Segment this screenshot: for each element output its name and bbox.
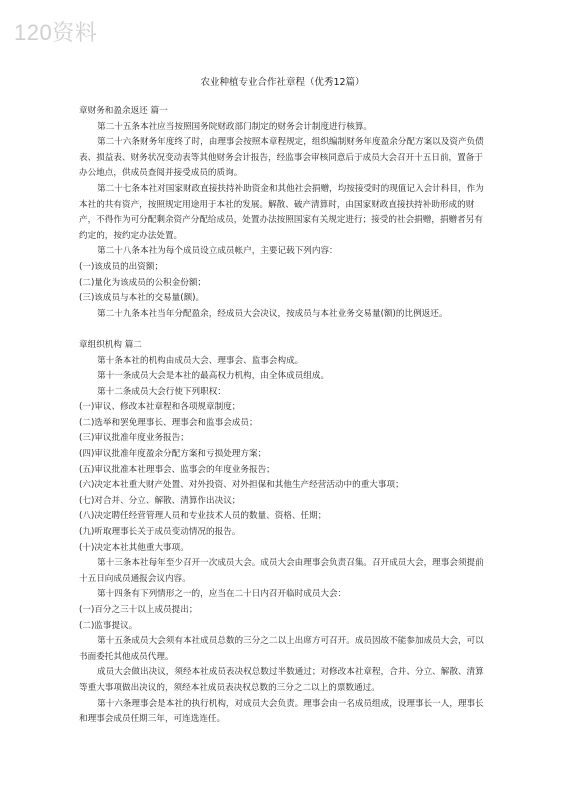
- section-heading: 章财务和盈余返还 篇一: [79, 106, 168, 116]
- section-organization: [79, 338, 489, 728]
- document-title: 农业种植专业合作社章程（优秀12篇）: [200, 77, 365, 88]
- paragraph: 第十六条理事会是本社的执行机构，对成员大会负责。理事会由一名成员组成，设理事长一人，理事长和理事会成员任期三年，可连选连任。: [79, 698, 484, 725]
- list-item: (三)该成员与本社的交易量(额)。: [79, 293, 205, 304]
- paragraph: 第二十九条本社当年分配盈余，经成员大会决议，按成员与本社业务交易量(额)的比例返还。: [97, 308, 448, 319]
- list-item: (一)审议、修改本社章程和各项规章制度；: [79, 402, 241, 413]
- paragraph: 第二十八条本社为每个成员设立成员帐户，主要记载下列内容：: [97, 246, 338, 257]
- list-item: (一)百分之三十以上成员提出；: [79, 605, 198, 615]
- paragraph: 成员大会做出决议，须经本社成员表决权总数过半数通过；对修改本社章程，合并、分立、解散、清算等重大事项做出决议的，须经本社成员表决权总数的三分之二以上的票数通过。: [79, 667, 484, 693]
- paragraph: 第十四条有下列情形之一的，应当在二十日内召开临时成员大会：: [97, 589, 347, 600]
- watermark-logo: 120资料: [14, 20, 98, 45]
- list-item: (九)听取理事长关于成员变动情况的报告。: [79, 527, 241, 538]
- list-item: (七)对合并、分立、解散、清算作出决议；: [79, 495, 241, 506]
- paragraph: 第二十五条本社应当按照国务院财政部门制定的财务会计制度进行核算。: [97, 121, 373, 132]
- list-item: (二)监事提议。: [79, 620, 138, 631]
- list-item: (八)决定聘任经营管理人员和专业技术人员的数量、资格、任期；: [79, 511, 327, 522]
- paragraph: 第十三条本社每年至少召开一次成员大会。成员大会由理事会负责召集。召开成员大会，理事会须提前十五日向成员通报会议内容。: [79, 558, 484, 584]
- paragraph: 第十一条成员大会是本社的最高权力机构，由全体成员组成。: [97, 371, 330, 382]
- list-item: (十)决定本社其他重大事项。: [79, 542, 189, 553]
- list-item: (五)审议批准本社理事会、监事会的年度业务报告；: [79, 464, 275, 475]
- section-finance: [79, 104, 489, 322]
- paragraph: 第二十七条本社对国家财政直接扶持补助资金和其他社会捐赠，均按接受时的现值记入会计科目，作为本社的共有资产，按照规定用途用于本社的发展。解散、破产清算时，由国家财政直接扶持补助形成的财产，不得作为可分配剩余资产分配给成员，处置办法按照国家有关规定进行；接受的社会捐赠，捐赠者另有约定的，按约定办法处置。: [79, 183, 484, 241]
- paragraph: 第十五条成员大会须有本社成员总数的三分之二以上出席方可召开。成员因故不能参加成员大会，可以书面委托其他成员代理。: [79, 636, 484, 662]
- section-divider: [79, 322, 489, 338]
- list-item: (二)选举和罢免理事长、理事会和监事会成员；: [79, 417, 258, 428]
- paragraph: 第十二条成员大会行使下列职权：: [97, 386, 226, 397]
- paragraph: 第十条本社的机构由成员大会、理事会、监事会构成。: [97, 355, 304, 366]
- list-item: (一)该成员的出资额；: [79, 261, 164, 272]
- list-item: (二)量化为该成员的公积金份额；: [79, 277, 207, 288]
- paragraph: 第二十六条财务年度终了时，由理事会按照本章程规定，组织编制财务年度盈余分配方案以及资产负债表、损益表、财务状况变动表等其他财务会计报告，经监事会审核同意后于成员大会召开十五日前，置备于办公地点，供成员查阅并接受成员的质询。: [79, 137, 484, 179]
- list-item: (三)审议批准年度业务报告；: [79, 433, 189, 444]
- list-item: (四)审议批准年度盈余分配方案和亏损处理方案；: [79, 449, 267, 460]
- document-body: [79, 104, 489, 728]
- section-heading: 章组织机构 篇二: [79, 339, 142, 350]
- list-item: (六)决定本社重大财产处置、对外投资、对外担保和其他生产经营活动中的重大事项；: [79, 480, 404, 491]
